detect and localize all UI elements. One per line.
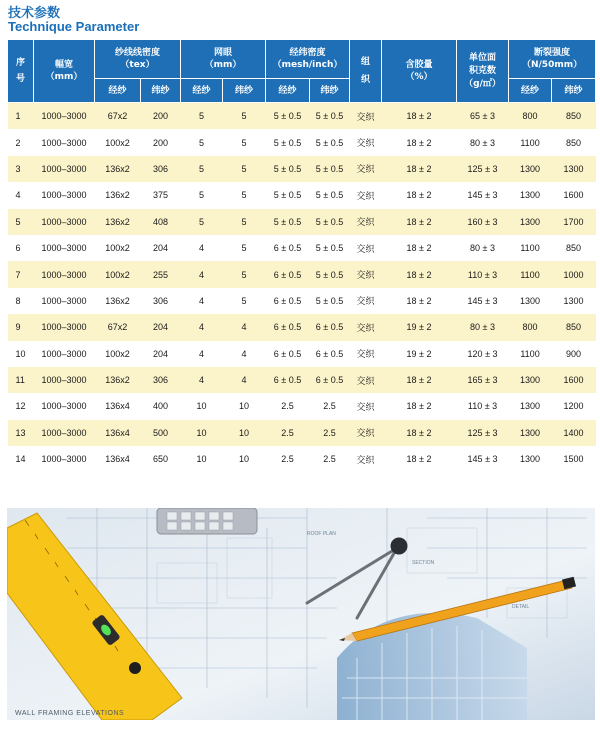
cell-index: 7 [8, 261, 34, 287]
cell-density-warp: 6 ± 0.5 [266, 341, 310, 367]
cell-strength-weft: 1200 [552, 393, 596, 419]
header-width: 幅宽 （mm） [34, 40, 95, 103]
cell-yarn-warp: 136x4 [95, 446, 141, 472]
cell-density-warp: 2.5 [266, 393, 310, 419]
cell-strength-warp: 1100 [509, 129, 552, 155]
cell-weave: 交织 [350, 446, 382, 472]
cell-weight: 120 ± 3 [457, 341, 509, 367]
cell-density-weft: 5 ± 0.5 [310, 235, 350, 261]
blueprint-tools-photo [7, 508, 595, 720]
cell-weave: 交织 [350, 288, 382, 314]
subheader-yarn-warp: 经纱 [95, 79, 141, 103]
cell-yarn-warp: 136x4 [95, 393, 141, 419]
header-index: 序号 [8, 40, 34, 103]
cell-index: 4 [8, 182, 34, 208]
subheader-strength-weft: 纬纱 [552, 79, 596, 103]
cell-yarn-warp: 136x2 [95, 209, 141, 235]
cell-index: 12 [8, 393, 34, 419]
cell-strength-weft: 1300 [552, 156, 596, 182]
cell-mesh-weft: 10 [223, 420, 266, 446]
cell-density-weft: 5 ± 0.5 [310, 182, 350, 208]
cell-weave: 交织 [350, 182, 382, 208]
cell-density-warp: 5 ± 0.5 [266, 103, 310, 130]
subheader-density-warp: 经纱 [266, 79, 310, 103]
cell-density-warp: 5 ± 0.5 [266, 129, 310, 155]
cell-yarn-weft: 306 [141, 288, 181, 314]
cell-density-weft: 6 ± 0.5 [310, 341, 350, 367]
cell-density-warp: 6 ± 0.5 [266, 288, 310, 314]
cell-yarn-warp: 136x2 [95, 367, 141, 393]
cell-density-weft: 5 ± 0.5 [310, 261, 350, 287]
cell-mesh-weft: 5 [223, 209, 266, 235]
cell-density-weft: 5 ± 0.5 [310, 209, 350, 235]
cell-width: 1000–3000 [34, 341, 95, 367]
cell-strength-warp: 1300 [509, 209, 552, 235]
photo-caption: WALL FRAMING ELEVATIONS [15, 710, 125, 717]
cell-mesh-warp: 5 [181, 156, 223, 182]
table-row [8, 314, 596, 340]
cell-density-warp: 5 ± 0.5 [266, 182, 310, 208]
cell-yarn-warp: 136x2 [95, 156, 141, 182]
cell-strength-warp: 1300 [509, 393, 552, 419]
cell-yarn-warp: 136x4 [95, 420, 141, 446]
cell-yarn-weft: 650 [141, 446, 181, 472]
cell-yarn-weft: 500 [141, 420, 181, 446]
cell-weight: 165 ± 3 [457, 367, 509, 393]
cell-density-warp: 5 ± 0.5 [266, 209, 310, 235]
cell-yarn-weft: 408 [141, 209, 181, 235]
cell-index: 9 [8, 314, 34, 340]
cell-mesh-weft: 5 [223, 182, 266, 208]
cell-mesh-warp: 4 [181, 261, 223, 287]
cell-strength-warp: 1300 [509, 367, 552, 393]
table-row [8, 209, 596, 235]
cell-mesh-weft: 5 [223, 103, 266, 130]
cell-weight: 110 ± 3 [457, 393, 509, 419]
cell-yarn-weft: 204 [141, 341, 181, 367]
table-row [8, 182, 596, 208]
subheader-strength-warp: 经纱 [509, 79, 552, 103]
cell-mesh-weft: 5 [223, 156, 266, 182]
cell-yarn-weft: 306 [141, 367, 181, 393]
page-title-chinese: 技术参数 [8, 6, 61, 21]
cell-glue: 18 ± 2 [382, 129, 457, 155]
cell-weave: 交织 [350, 367, 382, 393]
cell-yarn-warp: 67x2 [95, 314, 141, 340]
cell-strength-weft: 1300 [552, 288, 596, 314]
cell-strength-warp: 1300 [509, 446, 552, 472]
cell-mesh-warp: 10 [181, 393, 223, 419]
cell-strength-warp: 1300 [509, 182, 552, 208]
cell-weave: 交织 [350, 393, 382, 419]
cell-mesh-weft: 10 [223, 393, 266, 419]
cell-index: 3 [8, 156, 34, 182]
cell-strength-warp: 1100 [509, 261, 552, 287]
header-mesh: 网眼 （mm） [181, 40, 266, 79]
cell-yarn-warp: 136x2 [95, 182, 141, 208]
table-row [8, 129, 596, 155]
cell-density-weft: 6 ± 0.5 [310, 367, 350, 393]
cell-glue: 18 ± 2 [382, 261, 457, 287]
cell-mesh-weft: 4 [223, 367, 266, 393]
cell-width: 1000–3000 [34, 367, 95, 393]
drawing-label-roof-plan: ROOF PLAN [307, 531, 336, 537]
cell-width: 1000–3000 [34, 182, 95, 208]
cell-weave: 交织 [350, 420, 382, 446]
cell-index: 11 [8, 367, 34, 393]
cell-density-weft: 2.5 [310, 393, 350, 419]
cell-width: 1000–3000 [34, 288, 95, 314]
cell-strength-weft: 900 [552, 341, 596, 367]
subheader-yarn-weft: 纬纱 [141, 79, 181, 103]
cell-weight: 80 ± 3 [457, 235, 509, 261]
cell-yarn-weft: 255 [141, 261, 181, 287]
cell-strength-weft: 1000 [552, 261, 596, 287]
cell-weight: 80 ± 3 [457, 129, 509, 155]
subheader-mesh-weft: 纬纱 [223, 79, 266, 103]
header-yarn-density: 纱线线密度 （tex） [95, 40, 181, 79]
cell-mesh-warp: 5 [181, 129, 223, 155]
table-row [8, 288, 596, 314]
cell-weave: 交织 [350, 261, 382, 287]
cell-mesh-warp: 5 [181, 182, 223, 208]
table-row [8, 261, 596, 287]
cell-weave: 交织 [350, 156, 382, 182]
cell-weight: 65 ± 3 [457, 103, 509, 130]
subheader-density-weft: 纬纱 [310, 79, 350, 103]
cell-yarn-warp: 136x2 [95, 288, 141, 314]
cell-index: 13 [8, 420, 34, 446]
cell-yarn-warp: 67x2 [95, 103, 141, 130]
cell-width: 1000–3000 [34, 235, 95, 261]
cell-density-warp: 2.5 [266, 446, 310, 472]
header-warp-weft-density: 经纬密度 （mesh/inch） [266, 40, 350, 79]
cell-density-weft: 6 ± 0.5 [310, 314, 350, 340]
cell-width: 1000–3000 [34, 156, 95, 182]
cell-yarn-weft: 400 [141, 393, 181, 419]
cell-glue: 19 ± 2 [382, 314, 457, 340]
cell-width: 1000–3000 [34, 446, 95, 472]
cell-mesh-warp: 4 [181, 314, 223, 340]
cell-mesh-warp: 4 [181, 341, 223, 367]
cell-weight: 125 ± 3 [457, 420, 509, 446]
cell-mesh-weft: 10 [223, 446, 266, 472]
header-weave: 组织 [350, 40, 382, 103]
cell-index: 10 [8, 341, 34, 367]
subheader-mesh-warp: 经纱 [181, 79, 223, 103]
table-row [8, 341, 596, 367]
cell-yarn-weft: 204 [141, 235, 181, 261]
cell-mesh-weft: 5 [223, 129, 266, 155]
cell-strength-weft: 850 [552, 129, 596, 155]
table-row [8, 393, 596, 419]
cell-width: 1000–3000 [34, 393, 95, 419]
cell-glue: 18 ± 2 [382, 182, 457, 208]
cell-glue: 18 ± 2 [382, 446, 457, 472]
cell-strength-weft: 850 [552, 103, 596, 130]
cell-mesh-weft: 5 [223, 288, 266, 314]
cell-yarn-weft: 204 [141, 314, 181, 340]
cell-strength-warp: 1300 [509, 420, 552, 446]
cell-glue: 18 ± 2 [382, 209, 457, 235]
cell-glue: 18 ± 2 [382, 420, 457, 446]
cell-weight: 160 ± 3 [457, 209, 509, 235]
cell-weight: 145 ± 3 [457, 446, 509, 472]
cell-strength-warp: 1100 [509, 235, 552, 261]
cell-yarn-weft: 200 [141, 103, 181, 130]
cell-weave: 交织 [350, 103, 382, 130]
cell-weight: 110 ± 3 [457, 261, 509, 287]
cell-width: 1000–3000 [34, 314, 95, 340]
cell-strength-warp: 1300 [509, 288, 552, 314]
cell-mesh-weft: 4 [223, 314, 266, 340]
table-body [8, 103, 596, 473]
cell-glue: 18 ± 2 [382, 367, 457, 393]
cell-density-weft: 5 ± 0.5 [310, 288, 350, 314]
cell-index: 6 [8, 235, 34, 261]
cell-yarn-weft: 200 [141, 129, 181, 155]
cell-glue: 18 ± 2 [382, 288, 457, 314]
cell-strength-weft: 850 [552, 314, 596, 340]
cell-glue: 18 ± 2 [382, 235, 457, 261]
cell-mesh-warp: 5 [181, 209, 223, 235]
cell-index: 8 [8, 288, 34, 314]
cell-weave: 交织 [350, 235, 382, 261]
cell-mesh-warp: 10 [181, 420, 223, 446]
cell-glue: 18 ± 2 [382, 103, 457, 130]
cell-strength-weft: 1400 [552, 420, 596, 446]
table-row [8, 235, 596, 261]
cell-strength-weft: 850 [552, 235, 596, 261]
header-glue-content: 含胶量 （%） [382, 40, 457, 103]
cell-mesh-weft: 5 [223, 261, 266, 287]
cell-density-weft: 5 ± 0.5 [310, 129, 350, 155]
cell-index: 2 [8, 129, 34, 155]
cell-index: 14 [8, 446, 34, 472]
cell-mesh-warp: 10 [181, 446, 223, 472]
parameter-table [7, 39, 596, 472]
cell-density-weft: 5 ± 0.5 [310, 103, 350, 130]
cell-density-warp: 5 ± 0.5 [266, 156, 310, 182]
cell-density-weft: 2.5 [310, 446, 350, 472]
cell-strength-warp: 800 [509, 314, 552, 340]
cell-yarn-warp: 100x2 [95, 129, 141, 155]
cell-weave: 交织 [350, 341, 382, 367]
header-unit-weight: 单位面积克数 （g/㎡） [457, 40, 509, 103]
cell-mesh-warp: 4 [181, 288, 223, 314]
cell-density-warp: 6 ± 0.5 [266, 261, 310, 287]
cell-yarn-warp: 100x2 [95, 341, 141, 367]
cell-mesh-weft: 5 [223, 235, 266, 261]
cell-weight: 145 ± 3 [457, 182, 509, 208]
cell-width: 1000–3000 [34, 103, 95, 130]
cell-yarn-warp: 100x2 [95, 235, 141, 261]
cell-density-warp: 6 ± 0.5 [266, 235, 310, 261]
cell-density-warp: 2.5 [266, 420, 310, 446]
drawing-label-detail: DETAIL [512, 604, 530, 610]
cell-density-warp: 6 ± 0.5 [266, 314, 310, 340]
cell-mesh-warp: 4 [181, 367, 223, 393]
drawing-label-section: SECTION [412, 560, 435, 566]
cell-density-weft: 2.5 [310, 420, 350, 446]
header-breaking-strength: 断裂强度 （N/50mm） [509, 40, 596, 79]
blueprint-illustration [7, 508, 595, 720]
cell-index: 5 [8, 209, 34, 235]
cell-index: 1 [8, 103, 34, 130]
cell-glue: 18 ± 2 [382, 393, 457, 419]
page-title-english: Technique Parameter [8, 19, 140, 34]
cell-weight: 125 ± 3 [457, 156, 509, 182]
cell-strength-weft: 1600 [552, 367, 596, 393]
cell-mesh-warp: 5 [181, 103, 223, 130]
cell-strength-warp: 800 [509, 103, 552, 130]
cell-strength-weft: 1600 [552, 182, 596, 208]
cell-width: 1000–3000 [34, 209, 95, 235]
table-row [8, 156, 596, 182]
cell-weave: 交织 [350, 209, 382, 235]
cell-density-weft: 5 ± 0.5 [310, 156, 350, 182]
cell-glue: 18 ± 2 [382, 156, 457, 182]
cell-strength-warp: 1300 [509, 156, 552, 182]
cell-strength-weft: 1500 [552, 446, 596, 472]
table-row [8, 103, 596, 130]
cell-width: 1000–3000 [34, 261, 95, 287]
table-row [8, 420, 596, 446]
cell-yarn-warp: 100x2 [95, 261, 141, 287]
cell-density-warp: 6 ± 0.5 [266, 367, 310, 393]
cell-mesh-warp: 4 [181, 235, 223, 261]
cell-yarn-weft: 375 [141, 182, 181, 208]
cell-glue: 19 ± 2 [382, 341, 457, 367]
calculator-icon [157, 508, 257, 534]
cell-weave: 交织 [350, 129, 382, 155]
cell-strength-weft: 1700 [552, 209, 596, 235]
cell-mesh-weft: 4 [223, 341, 266, 367]
cell-weight: 145 ± 3 [457, 288, 509, 314]
table-row [8, 367, 596, 393]
table-row [8, 446, 596, 472]
cell-width: 1000–3000 [34, 129, 95, 155]
cell-strength-warp: 1100 [509, 341, 552, 367]
cell-weight: 80 ± 3 [457, 314, 509, 340]
cell-yarn-weft: 306 [141, 156, 181, 182]
cell-width: 1000–3000 [34, 420, 95, 446]
cell-weave: 交织 [350, 314, 382, 340]
